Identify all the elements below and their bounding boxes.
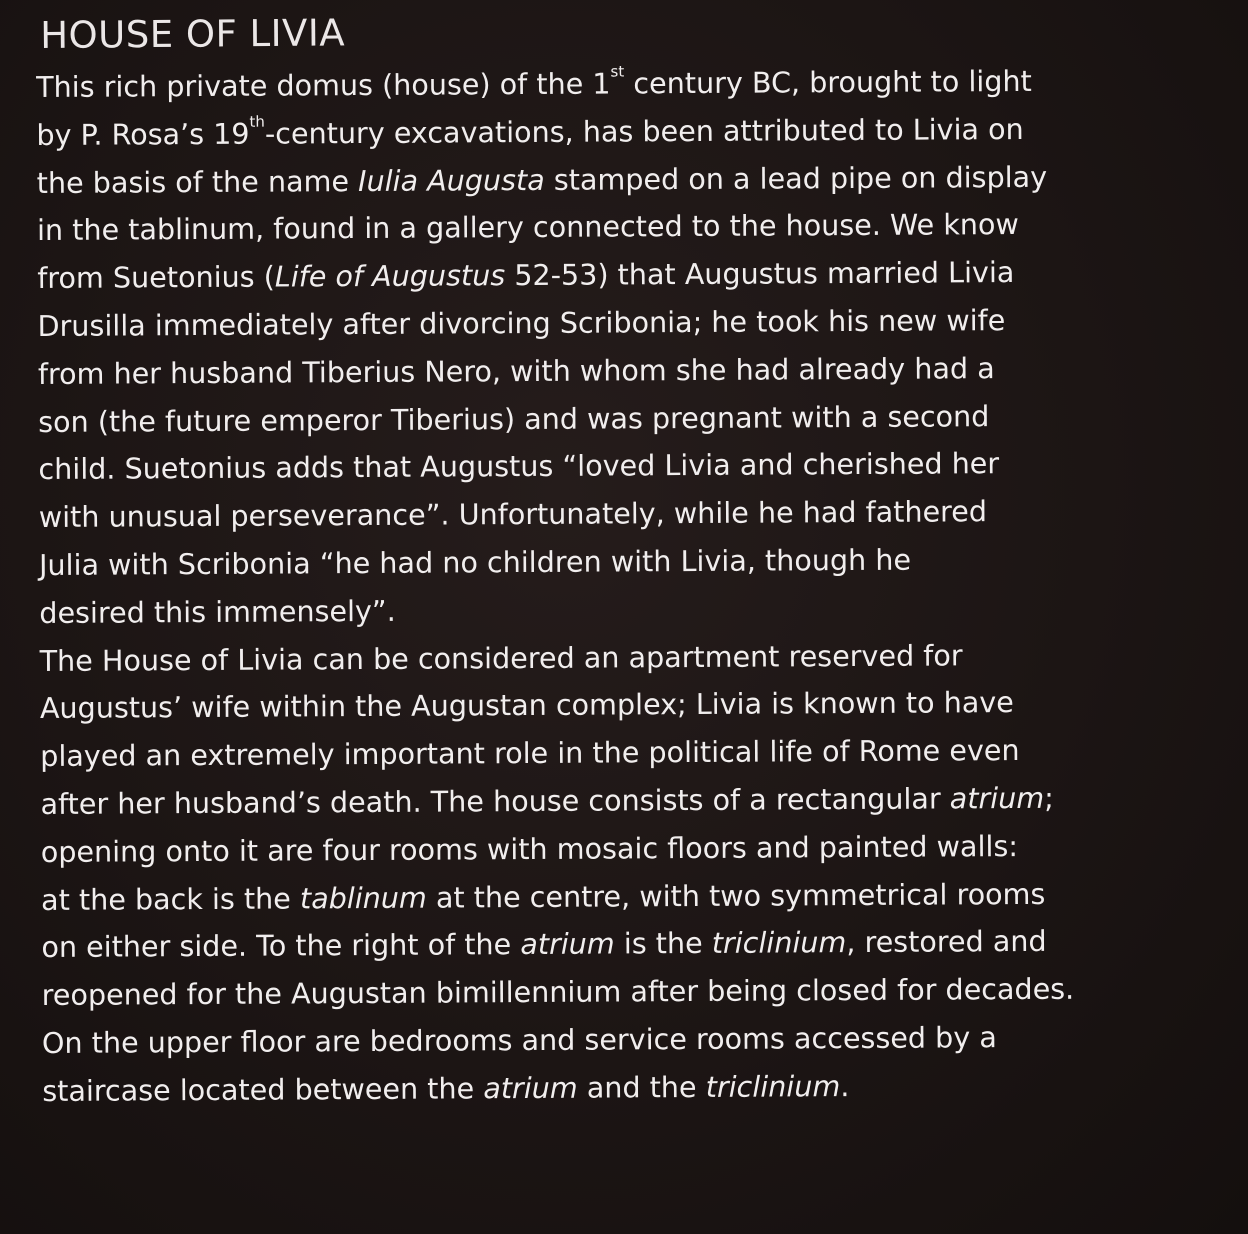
- text-segment: on either side. To the right of the: [41, 927, 521, 965]
- text-segment: This rich private domus (house) of the 1: [36, 66, 611, 104]
- text-line: [37, 248, 1219, 303]
- text-line: [40, 774, 1222, 829]
- text-line: [37, 152, 1219, 207]
- text-segment: ;: [1044, 780, 1054, 815]
- text-segment: child. Suetonius adds that Augustus “loved Livia and cherished her: [38, 446, 1000, 487]
- italic-text: triclinium: [711, 925, 847, 961]
- text-segment: the basis of the name: [36, 163, 359, 200]
- italic-text: triclinium: [705, 1068, 841, 1104]
- text-line: [37, 200, 1219, 255]
- text-segment: .: [840, 1068, 850, 1103]
- italic-text: Life of Augustus: [274, 258, 506, 294]
- text-segment: Julia with Scribonia “he had no children with Livia, though he: [38, 542, 912, 582]
- text-line: [38, 344, 1220, 399]
- text-line: [37, 296, 1219, 351]
- italic-text: atrium: [949, 780, 1045, 816]
- text-segment: from her husband Tiberius Nero, with whom she had already had a: [37, 350, 995, 391]
- text-line: [42, 1060, 1224, 1115]
- text-line: [39, 583, 1221, 638]
- text-segment: On the upper floor are bedrooms and service rooms accessed by a: [41, 1020, 997, 1060]
- text-segment: 52-53) that Augustus married Livia: [505, 255, 1015, 293]
- superscript-text: st: [610, 62, 625, 81]
- text-segment: staircase located between the: [42, 1071, 484, 1108]
- italic-text: tablinum: [299, 880, 427, 915]
- text-segment: son (the future emperor Tiberius) and was pregnant with a second: [38, 398, 990, 439]
- text-segment: in the tablinum, found in a gallery connected to the house. We know: [36, 207, 1019, 248]
- italic-text: atrium: [520, 926, 615, 962]
- text-segment: The House of Livia can be considered an apartment reserved for: [39, 637, 963, 678]
- text-line: [39, 535, 1221, 590]
- superscript-text: th: [249, 112, 265, 131]
- text-line: [42, 965, 1224, 1020]
- text-line: [40, 678, 1222, 733]
- text-line: [40, 726, 1222, 781]
- text-line: [38, 391, 1220, 446]
- text-segment: , restored and: [846, 924, 1047, 960]
- text-segment: at the centre, with two symmetrical rooms: [426, 876, 1046, 915]
- text-line: [41, 822, 1223, 877]
- text-line: [40, 630, 1222, 685]
- text-segment: with unusual perseverance”. Unfortunately, while he had fathered: [38, 494, 988, 535]
- italic-text: atrium: [483, 1070, 578, 1106]
- text-segment: after her husband’s death. The house consists of a rectangular: [40, 781, 950, 821]
- text-line: [36, 57, 1218, 112]
- text-segment: is the: [614, 926, 712, 961]
- italic-text: Iulia Augusta: [357, 162, 545, 198]
- text-segment: at the back is the: [41, 880, 301, 917]
- panel-title: HOUSE OF LIVIA: [40, 11, 346, 57]
- text-segment: opening onto it are four rooms with mosaic floors and painted walls:: [40, 828, 1019, 869]
- text-segment: century BC, brought to light: [624, 63, 1032, 101]
- text-segment: reopened for the Augustan bimillennium after being closed for decades.: [41, 971, 1075, 1013]
- text-segment: Drusilla immediately after divorcing Scribonia; he took his new wife: [37, 303, 1006, 343]
- text-segment: Augustus’ wife within the Augustan complex; Livia is known to have: [39, 685, 1014, 726]
- text-segment: -century excavations, has been attributed to Livia on: [264, 111, 1024, 151]
- text-line: [42, 1013, 1224, 1068]
- text-segment: from Suetonius (: [37, 259, 275, 296]
- text-line: [38, 439, 1220, 494]
- text-segment: desired this immensely”.: [39, 593, 396, 630]
- text-line: [41, 869, 1223, 924]
- panel-body-text: [36, 57, 1224, 1116]
- text-line: [36, 105, 1218, 160]
- text-segment: by P. Rosa’s 19: [36, 116, 250, 152]
- text-segment: played an extremely important role in the political life of Rome even: [40, 733, 1020, 774]
- text-line: [39, 487, 1221, 542]
- text-segment: stamped on a lead pipe on display: [544, 159, 1048, 197]
- text-line: [41, 917, 1223, 972]
- text-segment: and the: [577, 1069, 706, 1105]
